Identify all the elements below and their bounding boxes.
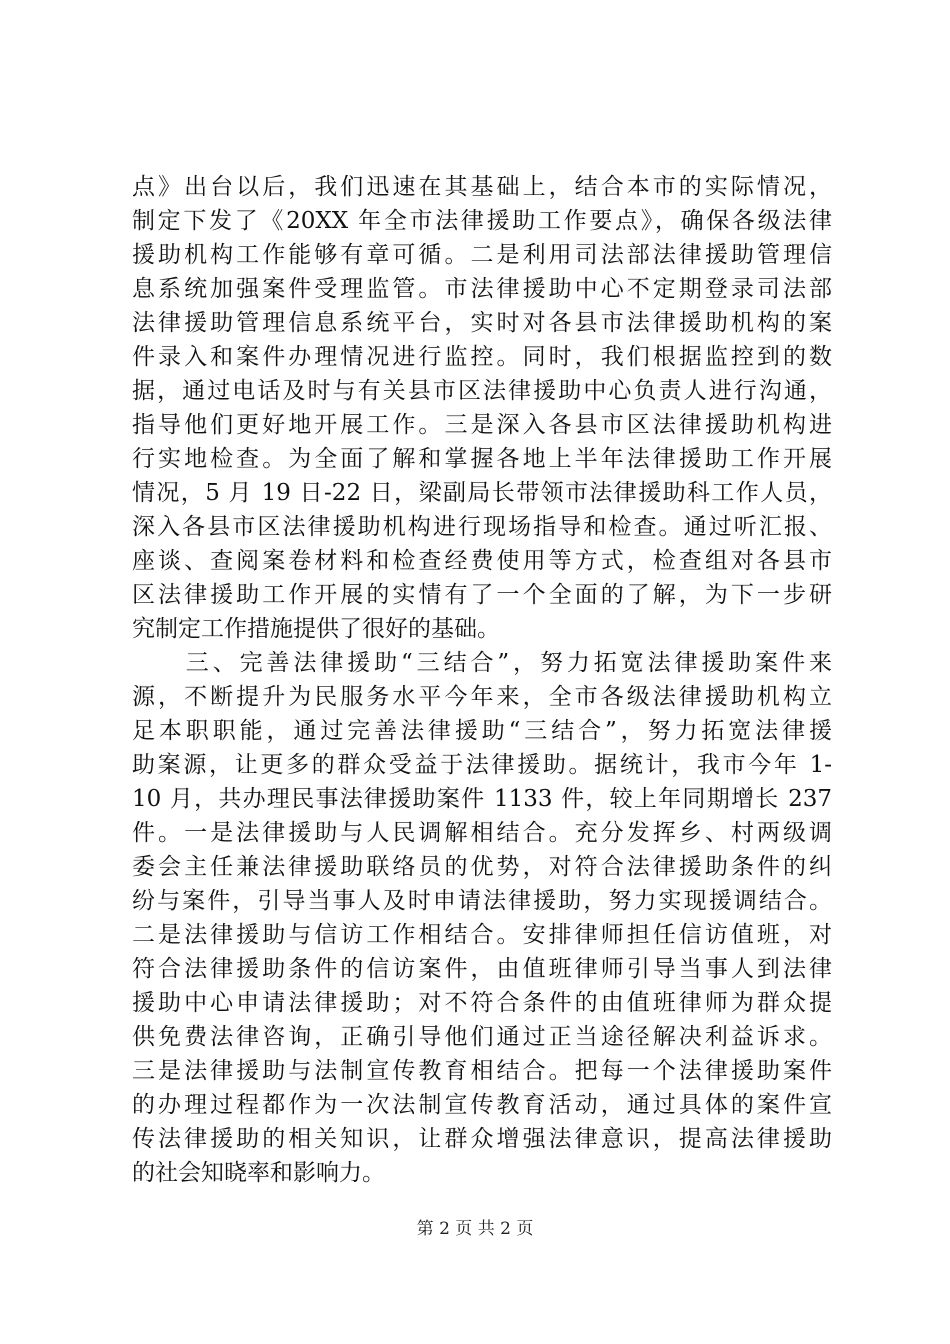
text-line: 供免费法律咨询，正确引导他们通过正当途径解决利益诉求。 xyxy=(132,1024,832,1050)
text-line: 10 月，共办理民事法律援助案件 1133 件，较上年同期增长 237 xyxy=(132,786,832,812)
text-line: 行实地检查。为全面了解和掌握各地上半年法律援助工作开展 xyxy=(132,446,832,472)
text-line: 援助机构工作能够有章可循。二是利用司法部法律援助管理信 xyxy=(132,242,832,268)
text-line: 座谈、查阅案卷材料和检查经费使用等方式，检查组对各县市 xyxy=(132,548,832,574)
text-line: 的社会知晓率和影响力。 xyxy=(132,1160,385,1186)
text-line: 情况，5 月 19 日-22 日，梁副局长带领市法律援助科工作人员， xyxy=(132,480,832,506)
text-line: 源，不断提升为民服务水平今年来，全市各级法律援助机构立 xyxy=(132,684,832,710)
text-line: 三是法律援助与法制宣传教育相结合。把每一个法律援助案件 xyxy=(132,1058,832,1084)
text-line: 委会主任兼法律援助联络员的优势，对符合法律援助条件的纠 xyxy=(132,854,832,880)
text-line: 点》出台以后，我们迅速在其基础上，结合本市的实际情况， xyxy=(132,174,832,200)
text-line: 区法律援助工作开展的实情有了一个全面的了解，为下一步研 xyxy=(132,582,832,608)
text-line: 制定下发了《20XX 年全市法律援助工作要点》，确保各级法律 xyxy=(132,208,832,234)
text-line: 指导他们更好地开展工作。三是深入各县市区法律援助机构进 xyxy=(132,412,832,438)
text-line: 究制定工作措施提供了很好的基础。 xyxy=(132,616,500,642)
page-footer: 第 2 页 共 2 页 xyxy=(416,1219,534,1239)
text-line: 足本职职能，通过完善法律援助“三结合”，努力拓宽法律援 xyxy=(132,718,832,744)
text-line: 件录入和案件办理情况进行监控。同时，我们根据监控到的数 xyxy=(132,344,832,370)
text-line: 件。一是法律援助与人民调解相结合。充分发挥乡、村两级调 xyxy=(132,820,832,846)
body-text xyxy=(132,170,832,1190)
text-line: 法律援助管理信息系统平台，实时对各县市法律援助机构的案 xyxy=(132,310,832,336)
text-line: 息系统加强案件受理监管。市法律援助中心不定期登录司法部 xyxy=(132,276,832,302)
text-line: 援助中心申请法律援助；对不符合条件的由值班律师为群众提 xyxy=(132,990,832,1016)
text-line: 深入各县市区法律援助机构进行现场指导和检查。通过听汇报、 xyxy=(132,514,832,540)
text-line: 传法律援助的相关知识，让群众增强法律意识，提高法律援助 xyxy=(132,1126,832,1152)
text-line: 符合法律援助条件的信访案件，由值班律师引导当事人到法律 xyxy=(132,956,832,982)
text-line: 纷与案件，引导当事人及时申请法律援助，努力实现援调结合。 xyxy=(132,888,832,914)
text-line: 助案源，让更多的群众受益于法律援助。据统计，我市今年 1- xyxy=(132,752,832,778)
text-line: 据，通过电话及时与有关县市区法律援助中心负责人进行沟通， xyxy=(132,378,832,404)
text-line: 三、完善法律援助“三结合”，努力拓宽法律援助案件来 xyxy=(132,650,832,676)
text-line: 的办理过程都作为一次法制宣传教育活动，通过具体的案件宣 xyxy=(132,1092,832,1118)
text-line: 二是法律援助与信访工作相结合。安排律师担任信访值班，对 xyxy=(132,922,832,948)
